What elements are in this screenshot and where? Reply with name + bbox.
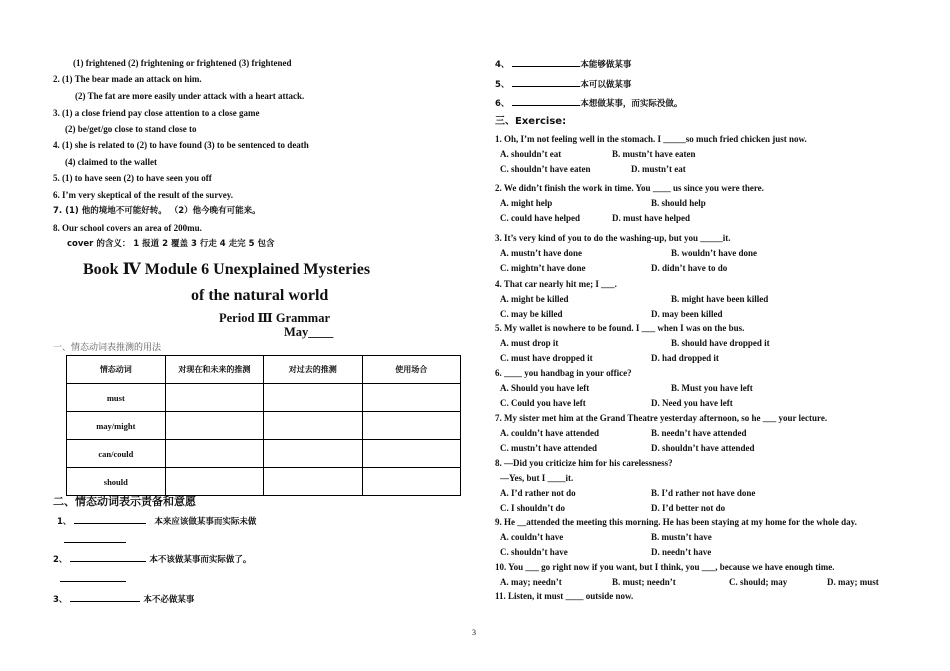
- exercise-question: 7. My sister met him at the Grand Theatre yesterday afternoon, so he ___ your lecture.: [495, 413, 828, 423]
- table-cell[interactable]: [362, 384, 460, 412]
- exercise-option[interactable]: C. should; may: [729, 577, 788, 587]
- item-text: 本可以做某事: [580, 80, 632, 90]
- item-text: 本来应该做某事而实际未做: [154, 517, 257, 527]
- table-cell[interactable]: [165, 468, 263, 496]
- exercise-option[interactable]: C. shouldn’t have: [500, 547, 568, 557]
- item-number: 3、: [53, 595, 68, 605]
- exercise-option[interactable]: B. should have dropped it: [671, 338, 770, 348]
- exercise-option[interactable]: C. mustn’t have attended: [500, 443, 598, 453]
- answer-line: (2) be/get/go close to stand close to: [65, 124, 197, 134]
- fill-blank[interactable]: [512, 77, 580, 87]
- answer-line: cover 的含义： 1 报道 2 覆盖 3 行走 4 走完 5 包含: [67, 239, 275, 249]
- table-header: 使用场合: [362, 356, 460, 384]
- table-cell[interactable]: [362, 412, 460, 440]
- blank-item: [53, 592, 194, 606]
- exercise-question: 11. Listen, it must ____ outside now.: [495, 591, 634, 601]
- answer-line: 3. (1) a close friend pay close attention to a close game: [53, 108, 260, 118]
- table-row-label: may/might: [67, 412, 166, 440]
- fill-blank[interactable]: [512, 96, 580, 106]
- exercise-option[interactable]: A. I’d rather not do: [500, 488, 576, 498]
- date-field: May____: [284, 325, 334, 339]
- exercise-option[interactable]: C. Could you have left: [500, 398, 586, 408]
- item-number: 5、: [495, 80, 510, 90]
- table-cell[interactable]: [362, 468, 460, 496]
- answer-line: 8. Our school covers an area of 200mu.: [53, 223, 202, 233]
- exercise-option[interactable]: A. might be killed: [500, 294, 569, 304]
- exercise-question-reply: —Yes, but I ____it.: [500, 473, 574, 483]
- exercise-option[interactable]: B. might have been killed: [671, 294, 769, 304]
- item-number: 6、: [495, 99, 510, 109]
- table-cell[interactable]: [362, 440, 460, 468]
- section-heading-3: 三、Exercise:: [495, 116, 567, 127]
- exercise-option[interactable]: B. mustn’t have: [651, 532, 712, 542]
- exercise-option[interactable]: C. may be killed: [500, 309, 563, 319]
- exercise-option[interactable]: A. must drop it: [500, 338, 559, 348]
- fill-blank[interactable]: [70, 592, 140, 602]
- blank-item: [57, 514, 256, 528]
- table-header: 对过去的推测: [264, 356, 362, 384]
- blank-item: [495, 77, 631, 91]
- answer-line: (1) frightened (2) frightening or frightened (3) frightened: [73, 58, 292, 68]
- exercise-option[interactable]: B. needn’t have attended: [651, 428, 747, 438]
- exercise-option[interactable]: C. could have helped: [500, 213, 581, 223]
- table-header: 对现在和未来的推测: [165, 356, 263, 384]
- exercise-option[interactable]: D. Need you have left: [651, 398, 733, 408]
- fill-blank[interactable]: [74, 514, 146, 524]
- fill-blank[interactable]: [60, 572, 126, 582]
- answer-line: 4. (1) she is related to (2) to have found (3) to be sentenced to death: [53, 140, 309, 150]
- answer-line: 7. (1) 他的境地不可能好转。 （2）他今晚有可能来。: [53, 206, 261, 216]
- exercise-question: 5. My wallet is nowhere to be found. I ___ when I was on the bus.: [495, 323, 745, 333]
- table-cell[interactable]: [264, 440, 362, 468]
- exercise-question: 4. That car nearly hit me; I ___.: [495, 279, 617, 289]
- exercise-option[interactable]: C. mightn’t have done: [500, 263, 586, 273]
- exercise-option[interactable]: A. shouldn’t eat: [500, 149, 562, 159]
- exercise-question: 10. You ___ go right now if you want, but I think, you ___, because we have enough time.: [495, 562, 835, 572]
- blank-item: [495, 96, 682, 110]
- item-number: 1、: [57, 517, 72, 527]
- exercise-option[interactable]: A. mustn’t have done: [500, 248, 583, 258]
- table-cell[interactable]: [264, 412, 362, 440]
- exercise-question: 9. He __attended the meeting this morning. He has been staying at my home for the whole day.: [495, 517, 857, 527]
- table-row-label: should: [67, 468, 166, 496]
- exercise-option[interactable]: A. may; needn’t: [500, 577, 562, 587]
- section-heading-2: 二、情态动词表示责备和意愿: [53, 495, 196, 508]
- exercise-option[interactable]: D. must have helped: [612, 213, 691, 223]
- exercise-option[interactable]: D. may been killed: [651, 309, 723, 319]
- exercise-option[interactable]: D. shouldn’t have attended: [651, 443, 755, 453]
- answer-line: 5. (1) to have seen (2) to have seen you off: [53, 173, 212, 183]
- table-cell[interactable]: [165, 412, 263, 440]
- table-cell[interactable]: [264, 468, 362, 496]
- exercise-question: 1. Oh, I’m not feeling well in the stomach. I _____so much fried chicken just now.: [495, 134, 807, 144]
- exercise-option[interactable]: B. Must you have left: [671, 383, 753, 393]
- exercise-option[interactable]: D. I’d better not do: [651, 503, 726, 513]
- exercise-option[interactable]: A. couldn’t have: [500, 532, 564, 542]
- book-module-title: Book Ⅳ Module 6 Unexplained Mysteries: [83, 261, 371, 278]
- exercise-option[interactable]: D. had dropped it: [651, 353, 719, 363]
- exercise-option[interactable]: D. may; must: [827, 577, 879, 587]
- table-row-label: must: [67, 384, 166, 412]
- exercise-option[interactable]: D. needn’t have: [651, 547, 712, 557]
- table-row-label: can/could: [67, 440, 166, 468]
- exercise-option[interactable]: B. must; needn’t: [612, 577, 676, 587]
- exercise-option[interactable]: A. might help: [500, 198, 553, 208]
- exercise-option[interactable]: D. mustn’t eat: [631, 164, 686, 174]
- exercise-option[interactable]: A. couldn’t have attended: [500, 428, 600, 438]
- exercise-question: 8. —Did you criticize him for his carelessness?: [495, 458, 673, 468]
- exercise-option[interactable]: B. I’d rather not have done: [651, 488, 756, 498]
- section-heading-1: 一、情态动词表推测的用法: [53, 343, 162, 353]
- table-cell[interactable]: [165, 440, 263, 468]
- period-title: Period Ⅲ Grammar: [219, 311, 331, 325]
- exercise-option[interactable]: B. wouldn’t have done: [671, 248, 758, 258]
- blank-item: [495, 57, 631, 71]
- fill-blank[interactable]: [70, 552, 146, 562]
- table-cell[interactable]: [165, 384, 263, 412]
- fill-blank[interactable]: [64, 533, 126, 543]
- exercise-option[interactable]: C. shouldn’t have eaten: [500, 164, 591, 174]
- module-title-line2: of the natural world: [191, 287, 329, 304]
- exercise-option[interactable]: B. mustn’t have eaten: [612, 149, 696, 159]
- answer-line: 6. I’m very skeptical of the result of the survey.: [53, 190, 234, 200]
- item-number: 2、: [53, 555, 68, 565]
- item-text: 本能够做某事: [580, 60, 632, 70]
- item-text: 本不该做某事而实际做了。: [149, 555, 252, 565]
- table-header: 情态动词: [67, 356, 166, 384]
- item-text: 本不必做某事: [143, 595, 195, 605]
- item-text: 本想做某事，而实际没做。: [580, 99, 683, 109]
- answer-line: 2. (1) The bear made an attack on him.: [53, 74, 202, 84]
- item-number: 4、: [495, 60, 510, 70]
- exercise-question: 2. We didn’t finish the work in time. You ____ us since you were there.: [495, 183, 764, 193]
- exercise-option[interactable]: A. Should you have left: [500, 383, 590, 393]
- fill-blank[interactable]: [512, 57, 580, 67]
- modal-verb-table: [66, 355, 461, 496]
- blank-item: [53, 552, 251, 566]
- exercise-option[interactable]: C. must have dropped it: [500, 353, 593, 363]
- exercise-option[interactable]: B. should help: [651, 198, 706, 208]
- exercise-question: 3. It’s very kind of you to do the washing-up, but you _____it.: [495, 233, 731, 243]
- exercise-option[interactable]: D. didn’t have to do: [651, 263, 728, 273]
- page-number: 3: [472, 628, 476, 637]
- exercise-question: 6. ____ you handbag in your office?: [495, 368, 632, 378]
- answer-line: (2) The fat are more easily under attack with a heart attack.: [75, 91, 305, 101]
- exercise-option[interactable]: C. I shouldn’t do: [500, 503, 566, 513]
- answer-line: (4) claimed to the wallet: [65, 157, 157, 167]
- table-cell[interactable]: [264, 384, 362, 412]
